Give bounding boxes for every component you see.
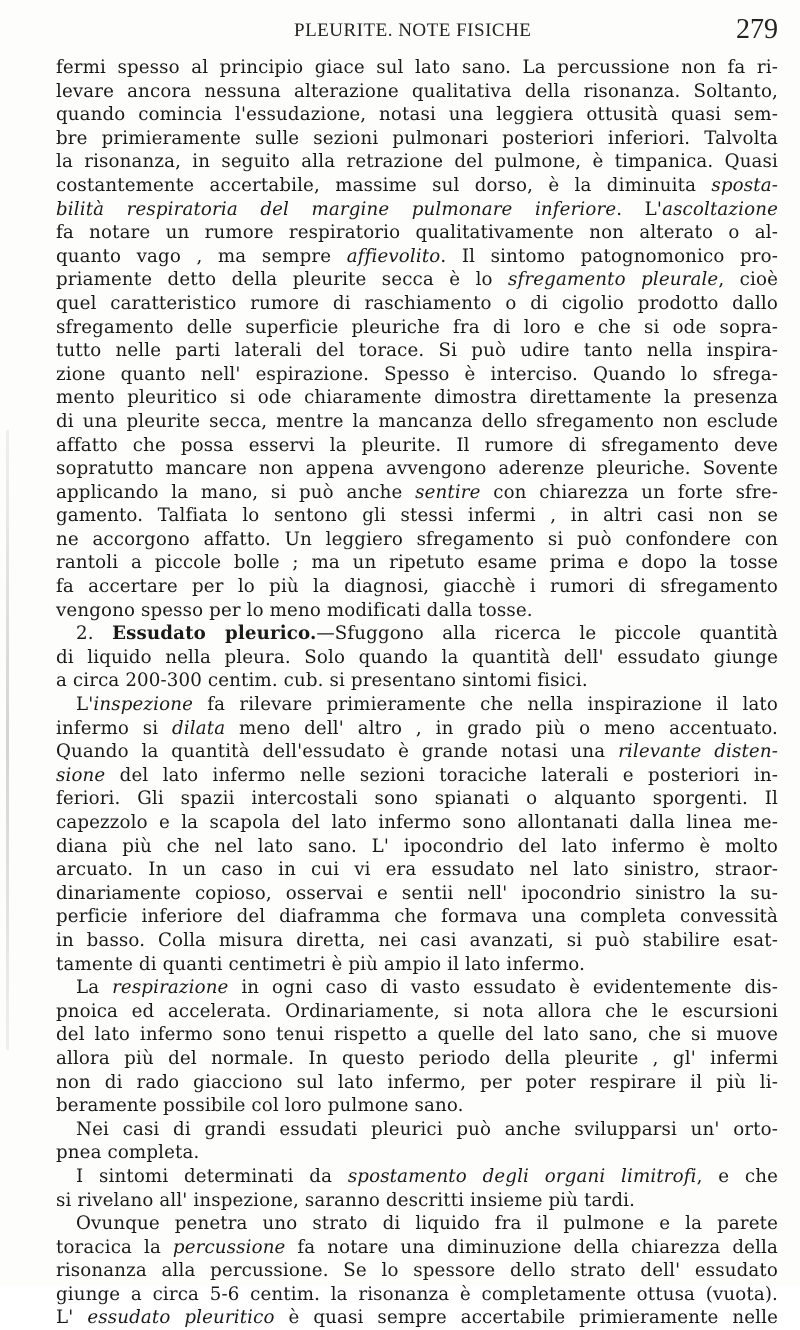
text-segment: diana più che nel lato sano. L' ipocondrio del lato infermo è molto [56,835,778,857]
text-line [56,953,778,977]
text-line [56,1094,778,1118]
text-segment: la risonanza, in seguito alla retrazione del pulmone, è timpanica. Quasi [56,151,778,173]
text-segment: Quando la quantità dell'essudato è grande notasi una [56,741,619,763]
text-segment: del lato infermo nelle sezioni toraciche laterali e posteriori in- [105,764,778,786]
page-number: 279 [736,14,778,45]
text-line [56,1000,778,1024]
text-segment: tamente di quanti centimetri è più ampio il lato infermo. [56,953,586,975]
text-segment: meno dell' altro , in grado più o meno accentuato. [225,717,778,739]
bold-heading: Essudato pleurico. [112,623,317,645]
text-segment: tutto nelle parti laterali del torace. Si può udire tanto nella inspira- [56,340,778,362]
italic-text: bilità respiratoria del margine pulmonare inferiore [56,198,617,220]
text-segment: Ovunque penetra uno strato di liquido fra il pulmone e la parete [76,1213,778,1235]
italic-text: inspezione [93,694,193,716]
text-segment: fa notare un rumore respiratorio qualitativamente non alterato o al- [56,222,778,244]
text-line [56,198,778,222]
text-segment: del lato infermo sono tenui rispetto a quelle del lato sano, che si muove [56,1024,778,1046]
italic-text: spostamento degli organi limitrofi [347,1165,697,1187]
text-line [56,575,778,599]
text-segment: infermo si [56,717,173,739]
text-segment: beramente possibile col loro pulmone sano. [56,1095,464,1117]
text-segment: fa rilevare primieramente che nella inspirazione il lato [193,694,778,716]
italic-text: percussione [172,1236,286,1258]
text-line [56,599,778,623]
text-line [56,221,778,245]
text-line [56,646,778,670]
text-segment: in basso. Colla misura diretta, nei casi avanzati, si può stabilire esat- [56,929,778,951]
italic-text: sfregamento pleurale [508,269,719,291]
text-segment: priamente detto della pleurite secca è lo [56,269,509,291]
text-line [56,1189,778,1213]
text-line [56,481,778,505]
text-line [56,268,778,292]
text-line [56,127,778,151]
italic-text: ascoltazione [662,198,778,220]
text-segment: gamento. Talfiata lo sentono gli stessi infermi , in altri casi non se [56,505,778,527]
text-segment: Nei casi di grandi essudati pleurici può anche svilupparsi un' orto- [76,1118,778,1140]
text-segment: affatto che possa esservi la pleurite. Il rumore di sfregamento deve [56,434,778,456]
italic-text: dilata [172,717,226,739]
text-segment: quando comincia l'essudazione, notasi una leggiera ottusità quasi sem- [56,104,778,126]
text-segment: levare ancora nessuna alterazione qualitativa della risonanza. Soltanto, [56,80,778,102]
text-segment: , cioè [718,269,778,291]
text-line [56,1141,778,1165]
text-line [56,882,778,906]
text-segment: allora più del normale. In questo periodo della pleurite , gl' infermi [56,1047,778,1069]
text-line [56,174,778,198]
text-segment: perficie inferiore del diaframma che formava una completa convessità [56,906,778,928]
text-segment: pnoica ed accelerata. Ordinariamente, si nota allora che le escursioni [56,1000,778,1022]
text-segment: La [76,977,113,999]
text-segment: toracica la [56,1236,173,1258]
text-line [56,386,778,410]
italic-text: sione [56,764,106,786]
text-line [56,1236,778,1260]
text-segment: zione quanto nell' espirazione. Spesso è interciso. Quando lo sfrega- [56,363,778,385]
text-segment: vengono spesso per lo meno modificati dalla tosse. [56,599,533,621]
text-segment: arcuato. In un caso in cui vi era essudato nel lato sinistro, straor- [56,859,778,881]
text-line [56,56,778,80]
italic-text: respirazione [112,977,229,999]
text-line [56,316,778,340]
text-line [56,1259,778,1283]
binding-shadow [6,430,9,1050]
text-segment: fa accertare per lo più la diagnosi, giacchè i rumori di sfregamento [56,576,778,598]
text-segment: giunge a circa 5-6 centim. la risonanza è completamente ottusa (vuota). [56,1283,778,1305]
text-segment: feriori. Gli spazii intercostali sono spianati o alquanto sporgenti. Il [56,788,778,810]
text-segment: rantoli a piccole bolle ; ma un ripetuto esame prima e dopo la tosse [56,552,778,574]
text-segment: di una pleurite secca, mentre la mancanza dello sfregamento non esclude [56,410,778,432]
text-segment: sfregamento delle superficie pleuriche fra di loro e che si ode sopra- [56,316,778,338]
text-line [56,811,778,835]
text-line [56,717,778,741]
text-line [56,1212,778,1236]
text-line [56,245,778,269]
text-segment: non di rado giacciono sul lato infermo, per poter respirare il più li- [56,1071,778,1093]
text-segment: di liquido nella pleura. Solo quando la quantità dell' essudato giunge [56,646,778,668]
text-line [56,740,778,764]
text-line [56,835,778,859]
page-header [0,14,800,44]
text-segment: a circa 200-300 centim. cub. si presentano sintomi fisici. [56,670,588,692]
text-line [56,103,778,127]
text-segment: . L' [616,198,663,220]
text-line [56,622,778,646]
text-segment: mento pleuritico si ode chiaramente dimostra direttamente la presenza [56,387,778,409]
italic-text: essudato pleuritico [87,1307,275,1329]
text-segment: bre primieramente sulle sezioni pulmonari posteriori inferiori. Talvolta [56,127,778,149]
text-line [56,693,778,717]
text-segment: fa notare una diminuzione della chiarezza della [285,1236,778,1258]
running-head: PLEURITE. NOTE FISICHE [294,20,532,41]
text-line [56,1306,778,1330]
text-line [56,1165,778,1189]
text-segment: quel caratteristico rumore di raschiamento o di cigolio prodotto dallo [56,292,778,314]
text-line [56,339,778,363]
text-line [56,1047,778,1071]
text-segment: 2. [76,623,113,645]
text-segment: si rivelano all' inspezione, saranno descritti insieme più tardi. [56,1189,636,1211]
text-line [56,858,778,882]
italic-text: affievolito [346,245,441,267]
text-line [56,410,778,434]
text-segment: risonanza alla percussione. Se lo spessore dello strato dell' essudato [56,1260,778,1282]
text-line [56,1023,778,1047]
text-segment: in ogni caso di vasto essudato è evidentemente dis- [228,977,778,999]
text-segment: dinariamente copioso, osservai e sentii nell' ipocondrio sinistro la su- [56,882,778,904]
text-line [56,150,778,174]
text-line [56,363,778,387]
text-segment: I sintomi determinati da [76,1165,348,1187]
text-line [56,528,778,552]
text-segment: ne accorgono affatto. Un leggiero sfregamento si può confondere con [56,528,778,550]
text-line [56,80,778,104]
text-line [56,669,778,693]
text-line [56,764,778,788]
text-line [56,504,778,528]
body-text [56,56,778,1330]
text-segment: , e che [696,1165,778,1187]
text-segment: L' [76,694,94,716]
italic-text: rilevante disten- [618,741,778,763]
text-segment: pnea completa. [56,1142,200,1164]
italic-text: sposta- [711,174,778,196]
text-segment: con chiarezza un forte sfre- [480,481,778,503]
text-line [56,929,778,953]
text-segment: capezzolo e la scapola del lato infermo sono allontanati dalla linea me- [56,812,778,833]
text-segment: applicando la mano, si può anche [56,481,416,503]
text-segment: costantemente accertabile, massime sul dorso, è la diminuita [56,174,712,196]
text-segment: quanto vago , ma sempre [56,245,347,267]
text-line [56,787,778,811]
text-line [56,1283,778,1307]
italic-text: sentire [415,481,481,503]
text-segment: L' [56,1307,88,1329]
text-segment: —Sfuggono alla ricerca le piccole quantità [316,623,778,645]
text-line [56,434,778,458]
text-line [56,905,778,929]
text-line [56,457,778,481]
text-segment: fermi spesso al principio giace sul lato sano. La percussione non fa ri- [56,57,778,78]
text-line [56,551,778,575]
text-segment: è quasi sempre accertabile primieramente nelle [274,1307,779,1329]
text-line [56,292,778,316]
text-segment: . Il sintomo patognomonico pro- [440,245,778,267]
text-segment: sopratutto mancare non appena avvengono aderenze pleuriche. Sovente [56,458,778,480]
text-line [56,1118,778,1142]
text-line [56,976,778,1000]
text-line [56,1071,778,1095]
